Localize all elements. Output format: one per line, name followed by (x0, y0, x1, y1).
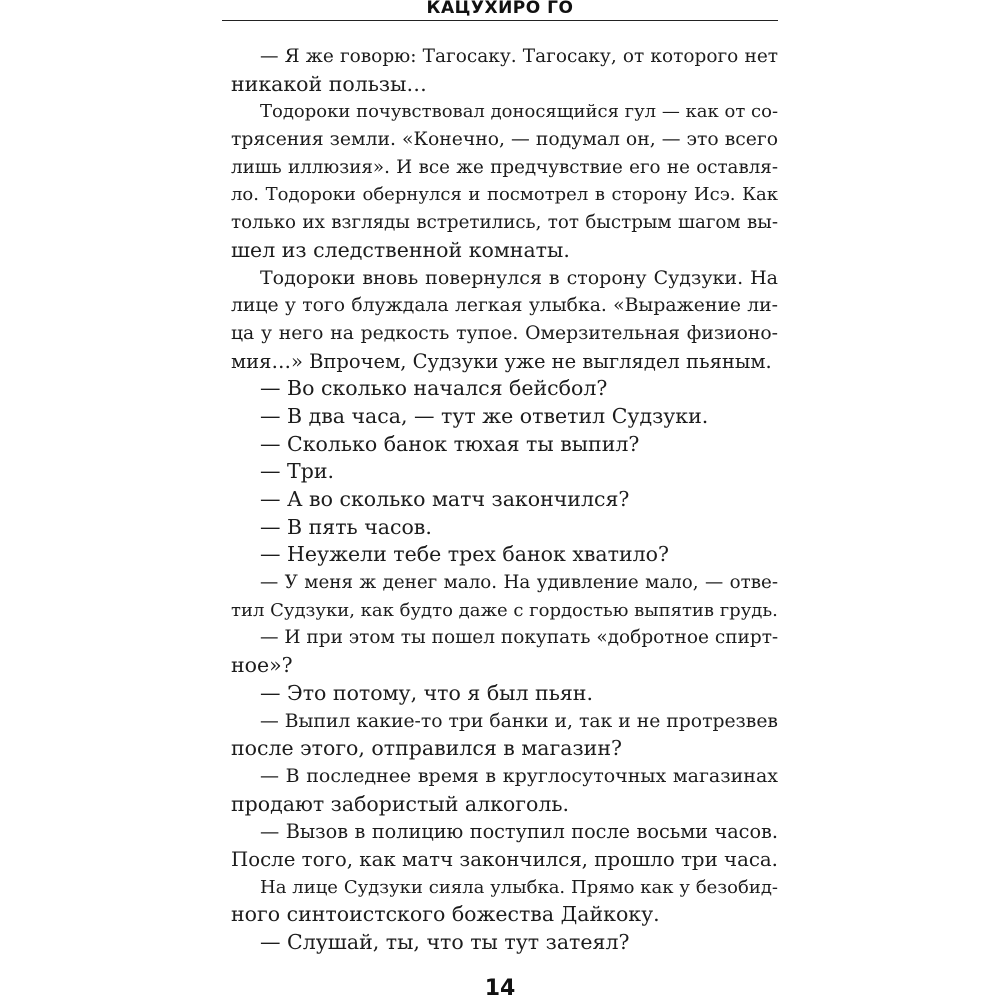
text-line: — В два часа, — тут же ответил Судзуки. (260, 403, 709, 428)
page-body-text (231, 43, 778, 957)
text-line: — Я же говорю: Тагосаку. Тагосаку, от которого нет (260, 46, 778, 67)
text-line: тил Судзуки, как будто даже с гордостью выпятив грудь. (231, 599, 778, 621)
running-header-title: КАЦУХИРО ГО (426, 0, 574, 18)
text-line: ное»? (231, 653, 293, 678)
text-line: после этого, отправился в магазин? (231, 736, 622, 761)
text-line: лице у того блуждала легкая улыбка. «Выражение ли- (231, 295, 778, 317)
text-line: — У меня ж денег мало. На удивление мало, — отве- (260, 572, 778, 594)
text-line: — Слушай, ты, что ты тут затеял? (260, 930, 630, 954)
text-line: — Неужели тебе трех банок хватило? (260, 542, 669, 567)
text-line: — Выпил какие-то три банки и, так и не протрезвев (260, 710, 778, 732)
text-line: лишь иллюзия». И все же предчувствие его не оставля- (231, 156, 778, 178)
text-line: После того, как матч закончился, прошло три часа. (231, 847, 778, 871)
text-line: — Сколько банок тюхая ты выпил? (260, 431, 640, 456)
text-line: ло. Тодороки обернулся и посмотрел в сторону Исэ. Как (231, 184, 778, 206)
text-line: Тодороки вновь повернулся в сторону Судзуки. На (260, 266, 778, 289)
text-line: Тодороки почувствовал доносящийся гул — как от со- (260, 101, 779, 123)
header-divider (222, 20, 778, 21)
text-line: шел из следственной комнаты. (231, 237, 570, 262)
text-line: — А во сколько матч закончился? (260, 487, 630, 511)
text-line: — Во сколько начался бейсбол? (260, 376, 608, 401)
text-line: ца у него на редкость тупое. Омерзительная физионо- (231, 322, 778, 344)
text-line: ного синтоистского божества Дайкоку. (231, 902, 660, 927)
text-line: — Это потому, что я был пьян. (260, 680, 593, 705)
text-line: — Три. (260, 459, 334, 484)
text-line: продают забористый алкоголь. (231, 791, 570, 816)
text-line: — И при этом ты пошел покупать «добротное спирт- (260, 627, 779, 649)
text-line: — В последнее время в круглосуточных магазинах (260, 764, 778, 787)
text-line: мия…» Впрочем, Судзуки уже не выглядел пьяным. (231, 349, 772, 373)
text-line: — В пять часов. (260, 514, 432, 539)
text-line: только их взгляды встретились, тот быстрым шагом вы- (231, 212, 778, 234)
text-line: никакой пользы… (231, 71, 427, 96)
text-line: трясения земли. «Конечно, — подумал он, — это всего (231, 129, 778, 151)
page-number: 14 (484, 976, 516, 1001)
text-line: — Вызов в полицию поступил после восьми часов. (260, 820, 778, 844)
text-line: На лице Судзуки сияла улыбка. Прямо как у безобид- (260, 876, 778, 898)
